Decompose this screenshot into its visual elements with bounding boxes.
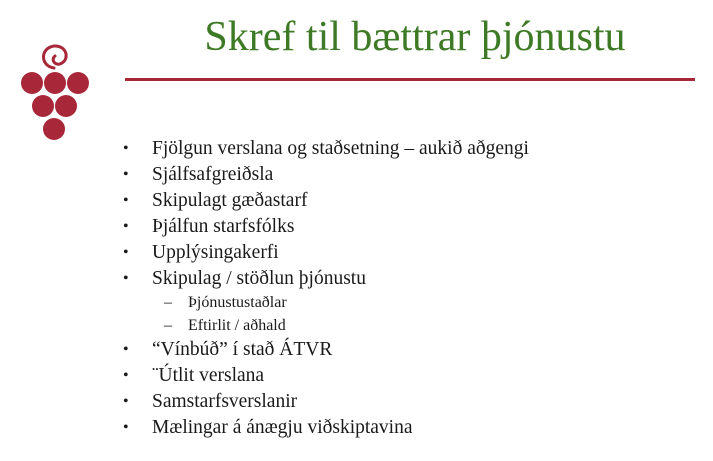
sub-bullet-dash: – [164, 294, 172, 312]
bullet-dot: • [123, 419, 129, 437]
bullet-dot: • [123, 243, 129, 261]
bullet-dot: • [123, 269, 129, 287]
bullet-item [120, 136, 710, 162]
bullet-item [120, 240, 710, 266]
bullet-item [120, 188, 710, 214]
bullet-text: “Vínbúð” í stað ÁTVR [152, 339, 333, 361]
bullet-text: Sjálfsafgreiðsla [152, 163, 274, 185]
bullet-dot: • [123, 140, 129, 157]
bullet-text: Skipulagt gæðastarf [152, 189, 308, 211]
bullet-dot: • [123, 367, 129, 385]
slide-title: Skref til bættrar þjónustu [204, 14, 626, 60]
sub-bullet-item [120, 291, 710, 314]
bullet-text: Samstarfsverslanir [152, 391, 298, 413]
bullet-text: Þjálfun starfsfólks [152, 215, 295, 237]
sub-bullet-item [120, 314, 710, 337]
bullet-text: Fjölgun verslana og staðsetning – aukið aðgengi [152, 138, 529, 159]
bullet-item [120, 389, 710, 415]
bullet-text: Upplýsingakerfi [152, 241, 279, 263]
bullet-dot: • [123, 341, 129, 359]
bullet-dot: • [123, 217, 129, 235]
grape-cluster-icon [10, 36, 100, 146]
bullet-item [120, 162, 710, 188]
sub-bullet-text: Þjónustustaðlar [188, 294, 287, 312]
bullet-list [120, 136, 710, 441]
bullet-text: Mælingar á ánægju viðskiptavina [152, 417, 413, 439]
sub-bullet-dash: – [164, 317, 172, 335]
sub-bullet-text: Eftirlit / aðhald [188, 317, 286, 335]
bullet-item [120, 266, 710, 292]
bullet-item [120, 415, 710, 441]
bullet-item [120, 363, 710, 389]
bullet-text: Skipulag / stöðlun þjónustu [152, 267, 366, 289]
bullet-item [120, 337, 710, 363]
bullet-dot: • [123, 191, 129, 209]
bullet-dot: • [123, 165, 129, 183]
bullet-text: ¨Útlit verslana [152, 365, 265, 387]
title-divider [125, 78, 695, 81]
bullet-item [120, 214, 710, 240]
bullet-dot: • [123, 393, 129, 411]
